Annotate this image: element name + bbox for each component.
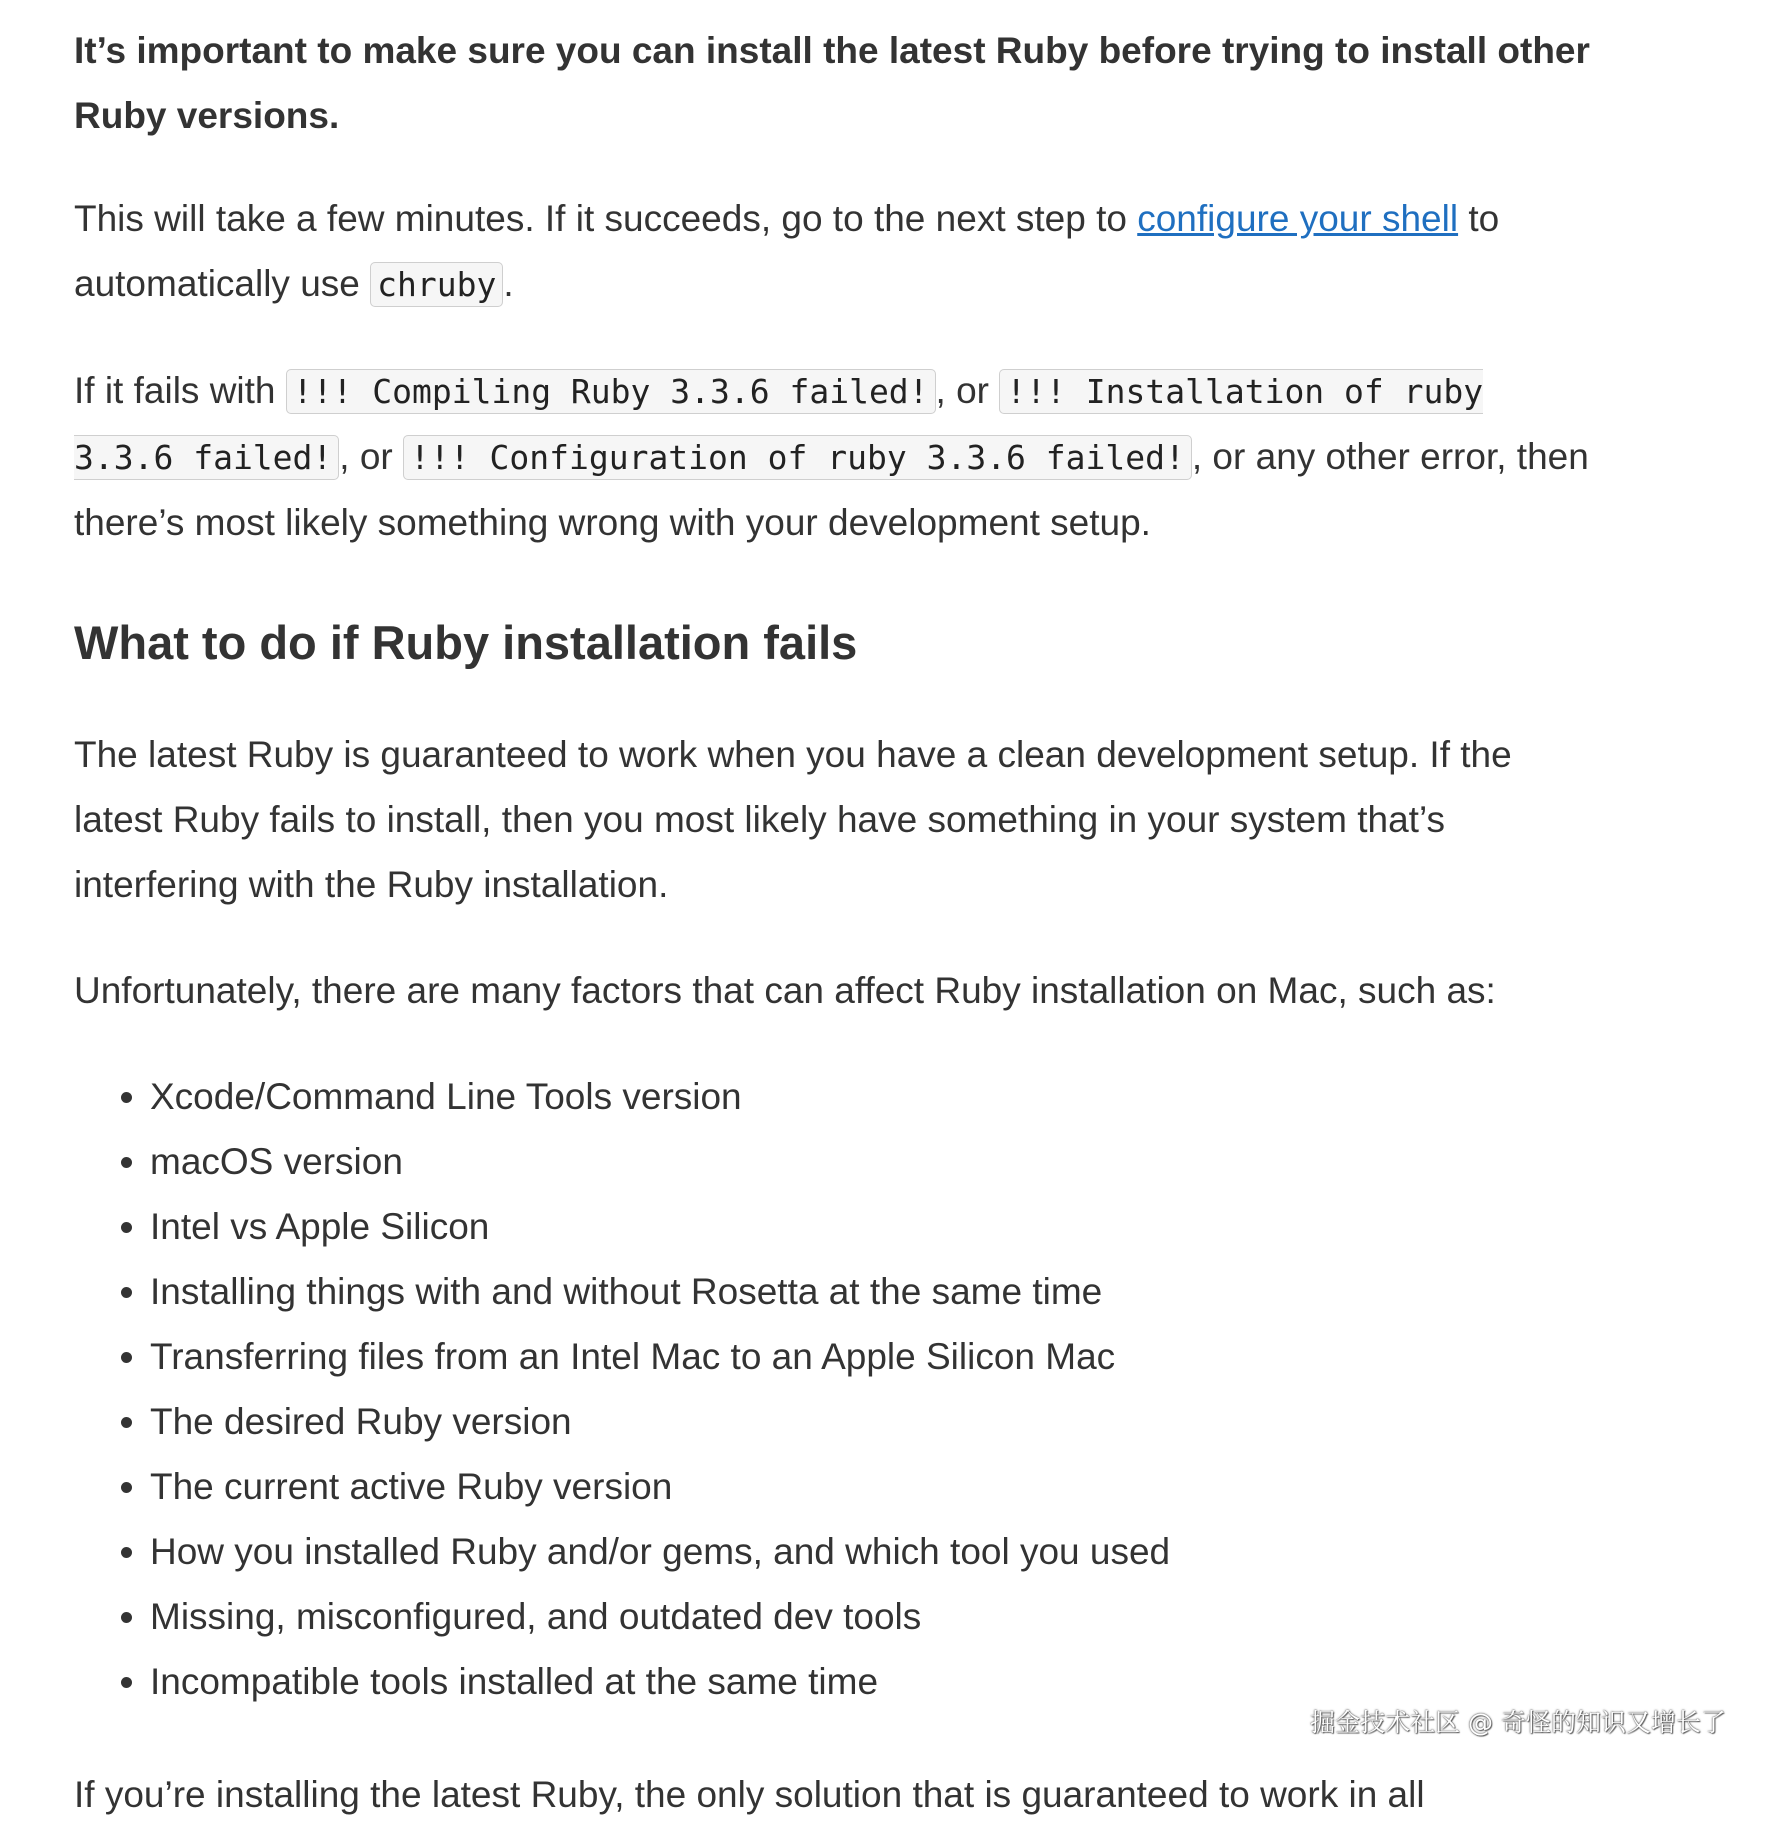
factors-list: [74, 1064, 1594, 1714]
list-item: • Transferring files from an Intel Mac to an Apple Silicon Mac: [150, 1324, 1594, 1389]
list-item: • The desired Ruby version: [150, 1389, 1594, 1454]
configuration-failed-code: !!! Configuration of ruby 3.3.6 failed!: [403, 435, 1192, 480]
list-item: • Xcode/Command Line Tools version: [150, 1064, 1594, 1129]
success-paragraph: [74, 186, 1594, 317]
list-item: • macOS version: [150, 1129, 1594, 1194]
compiling-failed-code: !!! Compiling Ruby 3.3.6 failed!: [286, 369, 936, 414]
failure-text-3: , or: [339, 436, 404, 477]
list-item: • Intel vs Apple Silicon: [150, 1194, 1594, 1259]
list-item: • Incompatible tools installed at the same time: [150, 1649, 1594, 1714]
list-item: • The current active Ruby version: [150, 1454, 1594, 1519]
list-item: • Installing things with and without Rosetta at the same time: [150, 1259, 1594, 1324]
latest-ruby-paragraph: If you’re installing the latest Ruby, the only solution that is guaranteed to work in all: [74, 1774, 1425, 1815]
watermark: 掘金技术社区 @ 奇怪的知识又增长了: [1310, 1708, 1726, 1737]
list-item: • Missing, misconfigured, and outdated dev tools: [150, 1584, 1594, 1649]
success-text-3: .: [503, 263, 514, 304]
chruby-code: chruby: [370, 262, 503, 307]
article-content: [74, 18, 1594, 1827]
failure-paragraph: [74, 358, 1594, 555]
section-heading: What to do if Ruby installation fails: [74, 616, 858, 669]
list-item: • How you installed Ruby and/or gems, and which tool you used: [150, 1519, 1594, 1584]
success-text-1: This will take a few minutes. If it succeeds, go to the next step to: [74, 198, 1138, 239]
configure-shell-link[interactable]: configure your shell: [1137, 198, 1459, 239]
installation-failed-code: !!! Installation of ruby 3.3.6 failed!: [74, 369, 1483, 480]
intro-bold-paragraph: It’s important to make sure you can install the latest Ruby before trying to install other Ruby versions.: [74, 30, 1590, 136]
clean-setup-paragraph: The latest Ruby is guaranteed to work when you have a clean development setup. If the latest Ruby fails to install, then you most likely have something in your system that’s interfering with the Ruby installation.: [74, 734, 1512, 905]
success-text-2: to automatically use: [74, 198, 1500, 304]
failure-text-4: , or any other error, then there’s most likely something wrong with your development setup.: [74, 436, 1589, 543]
factors-intro-paragraph: Unfortunately, there are many factors that can affect Ruby installation on Mac, such as:: [74, 970, 1496, 1011]
failure-text-2: , or: [935, 370, 1000, 411]
failure-text-1: If it fails with: [74, 370, 286, 411]
